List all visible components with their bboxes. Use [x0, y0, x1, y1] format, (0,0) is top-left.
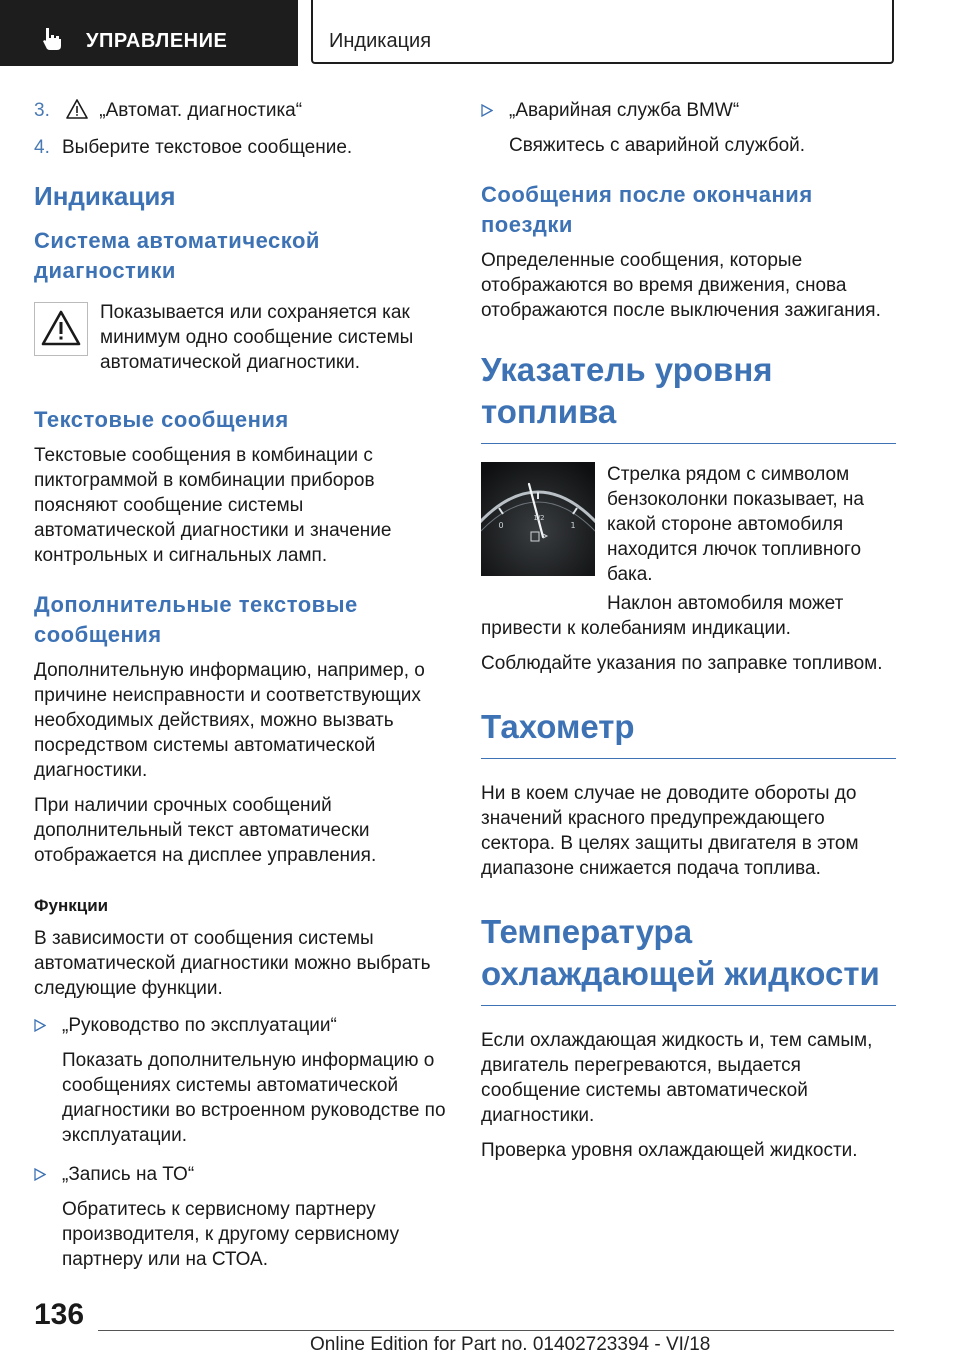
- step-text: „Автомат. диагностика“: [99, 100, 303, 121]
- heading-after-trip: Сообщения после окончания поездки: [481, 182, 813, 237]
- gauge-label-zero: 0: [498, 521, 504, 530]
- section-tab: [0, 0, 298, 66]
- heading-tachometer: Тахометр: [481, 706, 896, 759]
- bullet-title: „Аварийная служба BMW“: [509, 100, 740, 121]
- additional-text-1: Дополнительную информацию, например, о причине неисправности и соответствующих необходимых действиях, можно вызвать посредством системы автоматической диагностики.: [34, 660, 425, 781]
- functions-text: В зависимости от сообщения системы автоматической диагностики можно выбрать следующие функции.: [34, 928, 431, 999]
- bullet-title: „Руководство по эксплуатации“: [62, 1015, 337, 1036]
- tachometer-text: Ни в коем случае не доводите обороты до значений красного предупреждающего сектора. В целях защиты двигателя в этом диапазоне снижается подача топлива.: [481, 783, 859, 879]
- heading-coolant: Температура охлаждающей жидкости: [481, 911, 896, 1006]
- heading-text-messages: Текстовые сообщения: [34, 407, 289, 432]
- step-number: 4.: [34, 137, 50, 158]
- step-3: [34, 98, 449, 123]
- bullet-triangle-icon: [34, 1168, 46, 1181]
- heading-indication: Индикация: [34, 181, 176, 211]
- bullet-triangle-icon: [34, 1019, 46, 1032]
- text-messages-text: Текстовые сообщения в комбинации с пиктограммой в комбинации приборов поясняют сообщение системы автоматической диагностики и значение контрольных и сигнальных ламп.: [34, 445, 392, 566]
- fuel-block: [481, 462, 896, 587]
- heading-autodiag: Система автоматической диагностики: [34, 228, 320, 283]
- step-number: 3.: [34, 100, 50, 121]
- coolant-text-1: Если охлаждающая жидкость и, тем самым, двигатель перегреваются, выдается сообщение системы автоматической диагностики.: [481, 1030, 873, 1126]
- warning-triangle-icon: [34, 302, 88, 356]
- fuel-gauge-image: [481, 462, 595, 576]
- function-item-service: [34, 1162, 449, 1272]
- fuel-text-1: Стрелка рядом с символом бензоколонки показывает, на какой стороне автомобиля находится лючок топливного бака.: [607, 464, 864, 585]
- coolant-text-2: Проверка уровня охлаждающей жидкости.: [481, 1140, 858, 1161]
- autodiag-text: Показывается или сохраняется как минимум одно сообщение системы автоматической диагностики.: [100, 302, 414, 373]
- left-column: [34, 98, 449, 1272]
- gauge-label-half: 1/2: [533, 514, 545, 522]
- fuel-text-2: Наклон автомобиля может привести к колебаниям индикации.: [481, 593, 844, 639]
- step-4: [34, 135, 449, 160]
- topic-label: Индикация: [329, 30, 432, 52]
- bullet-title: „Запись на ТО“: [62, 1164, 195, 1185]
- function-item-manual: [34, 1013, 449, 1148]
- autodiag-block: [34, 300, 449, 375]
- additional-text-2: При наличии срочных сообщений дополнительный текст автоматически отображается на дисплее управления.: [34, 795, 377, 866]
- heading-additional-messages: Дополнительные текстовые сообщения: [34, 592, 358, 647]
- step-text: Выберите текстовое сообщение.: [62, 137, 353, 158]
- bullet-text: Показать дополнительную информацию о сообщениях системы автоматической диагностики во встроенном руководстве по эксплуатации.: [62, 1050, 446, 1146]
- bullet-text: Свяжитесь с аварийной службой.: [509, 135, 806, 156]
- heading-functions: Функции: [34, 896, 109, 915]
- fuel-text-3: Соблюдайте указания по заправке топливом.: [481, 653, 883, 674]
- after-trip-text: Определенные сообщения, которые отображаются во время движения, снова отображаются после выключения зажигания.: [481, 250, 881, 321]
- hand-pointer-icon: [40, 26, 66, 52]
- topic-header: [311, 0, 894, 64]
- warning-triangle-icon: [66, 99, 88, 119]
- heading-fuel-gauge: Указатель уровня топлива: [481, 349, 896, 444]
- section-label: УПРАВЛЕНИЕ: [86, 30, 228, 52]
- bullet-triangle-icon: [481, 104, 493, 117]
- right-column: [481, 98, 896, 1163]
- gauge-label-one: 1: [570, 521, 576, 530]
- function-item-roadside: [481, 98, 896, 158]
- bullet-text: Обратитесь к сервисному партнеру производителя, к другому сервисному партнеру или на СТОА.: [62, 1199, 400, 1270]
- page-number: 136: [34, 1298, 85, 1331]
- footer-edition: Online Edition for Part no. 01402723394 - VI/18: [310, 1334, 711, 1355]
- footer-divider: [98, 1330, 894, 1331]
